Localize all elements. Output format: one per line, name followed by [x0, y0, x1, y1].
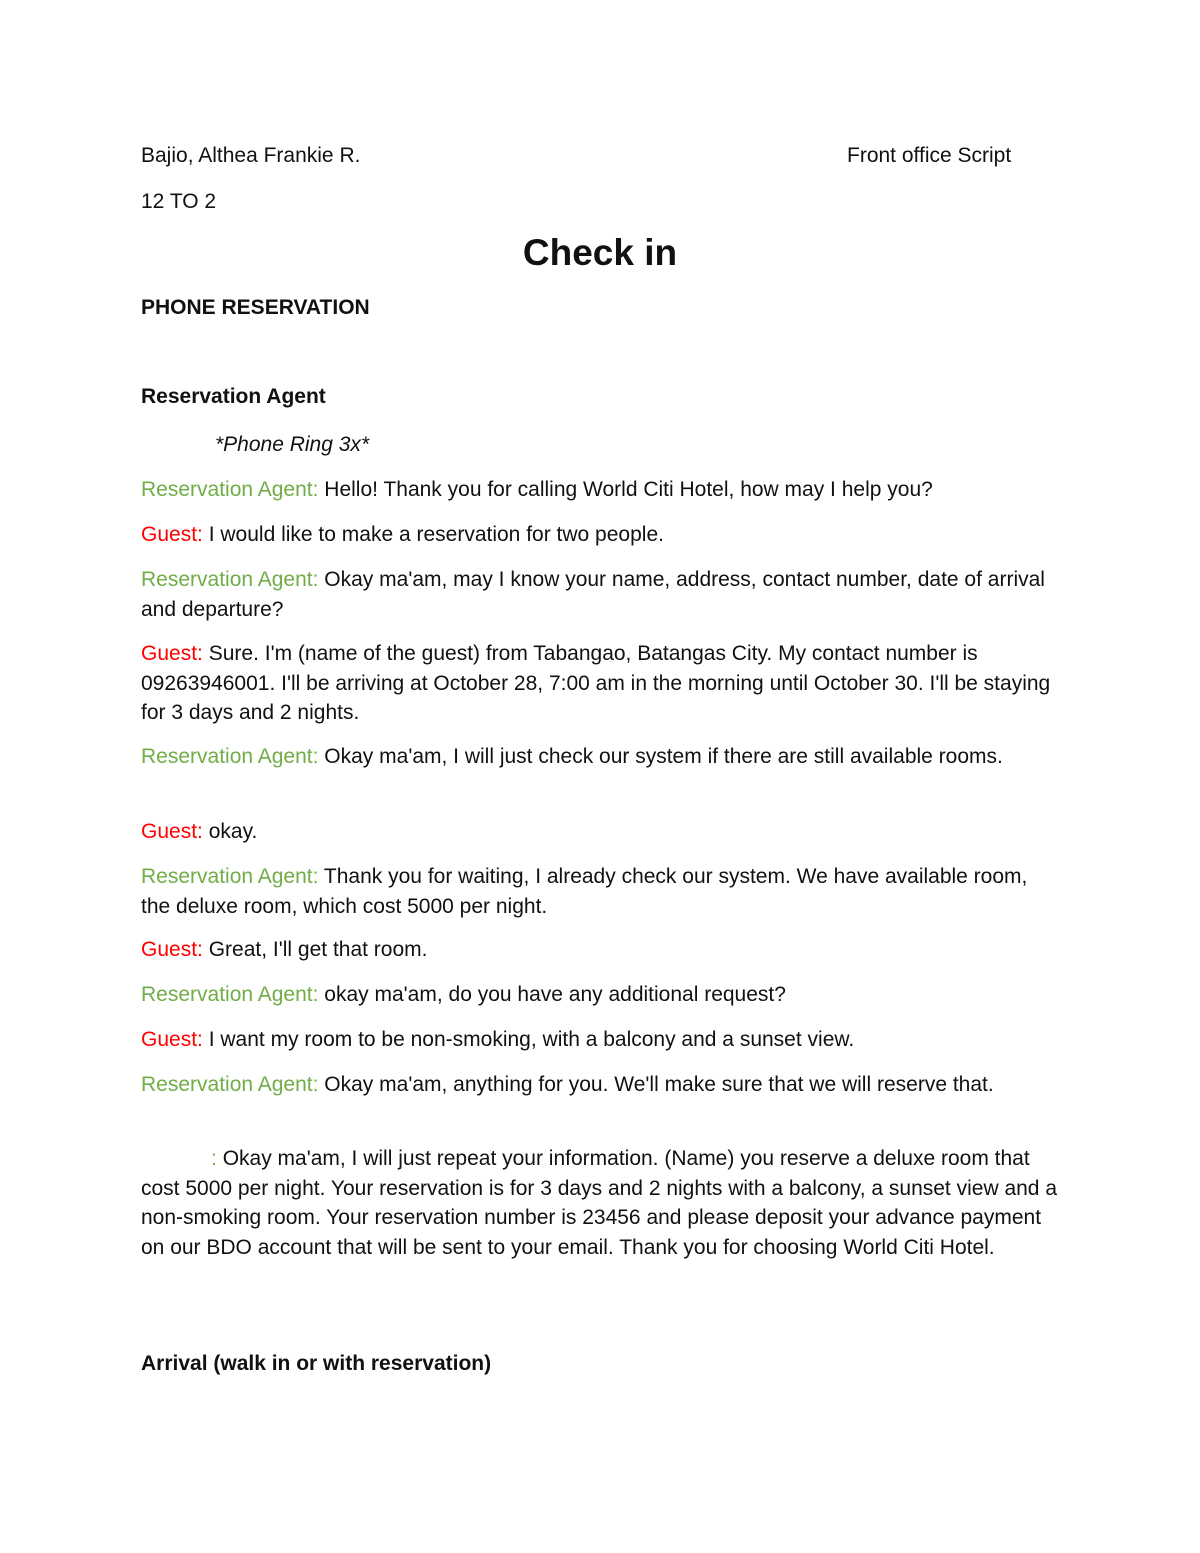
- dialogue-line-agent: [141, 980, 1059, 1010]
- speaker-label-agent: Reservation Agent:: [141, 745, 319, 768]
- dialogue-line-agent: [141, 862, 1059, 921]
- speaker-label-agent: Reservation Agent:: [141, 478, 319, 501]
- dialogue-text: Okay ma'am, anything for you. We'll make sure that we will reserve that.: [324, 1073, 994, 1096]
- heading-arrival: Arrival (walk in or with reservation): [141, 1352, 492, 1375]
- document-page: [141, 0, 1059, 1553]
- document-label: Front office Script: [847, 144, 1012, 167]
- speaker-label-agent: Reservation Agent:: [141, 568, 319, 591]
- dialogue-line-agent: [141, 475, 1059, 505]
- dialogue-text: I want my room to be non-smoking, with a balcony and a sunset view.: [208, 1028, 855, 1051]
- dialogue-text: I would like to make a reservation for two people.: [208, 523, 664, 546]
- dialogue-text: okay.: [208, 820, 258, 843]
- dialogue-line-agent: [141, 565, 1059, 624]
- dialogue-line-agent: [141, 742, 1059, 772]
- dialogue-text: Sure. I'm (name of the guest) from Tabangao, Batangas City. My contact number is 09263946001. I'll be arriving at October 28, 7:00 am in the morning until October 30. I'll be staying for 3 days and 2 nights.: [141, 642, 1051, 724]
- page-title: Check in: [522, 232, 678, 273]
- speaker-label-guest: Guest:: [141, 938, 203, 961]
- dialogue-text: Hello! Thank you for calling World Citi Hotel, how may I help you?: [324, 478, 933, 501]
- dialogue-text: Okay ma'am, I will just repeat your information. (Name) you reserve a deluxe room that cost 5000 per night. Your reservation is for 3 days and 2 nights with a balcony, a sunset view and a non-smoking room. Your reservation number is 23456 and please deposit your advance payment on our BDO account that will be sent to your email. Thank you for choosing World Citi Hotel.: [141, 1147, 1058, 1259]
- speaker-label-guest: Guest:: [141, 820, 203, 843]
- speaker-label-agent: Reservation Agent:: [141, 865, 319, 888]
- speaker-label-agent: Reservation Agent:: [141, 1073, 319, 1096]
- stage-direction: *Phone Ring 3x*: [215, 433, 370, 456]
- dialogue-line-guest: [141, 817, 1059, 847]
- heading-phone-reservation: PHONE RESERVATION: [141, 296, 370, 319]
- speaker-label-guest: Guest:: [141, 1028, 203, 1051]
- heading-reservation-agent: Reservation Agent: [141, 385, 326, 408]
- dialogue-line-guest: [141, 1025, 1059, 1055]
- dialogue-text: Thank you for waiting, I already check our system. We have available room, the deluxe room, which cost 5000 per night.: [141, 865, 1028, 918]
- dialogue-line-guest: [141, 520, 1059, 550]
- speaker-label-agent: Reservation Agent:: [141, 983, 319, 1006]
- author-name: Bajio, Althea Frankie R.: [141, 144, 361, 167]
- speaker-label-blank: :: [211, 1147, 217, 1170]
- dialogue-text: Okay ma'am, I will just check our system if there are still available rooms.: [324, 745, 1003, 768]
- dialogue-text: Okay ma'am, may I know your name, address, contact number, date of arrival and departure?: [141, 568, 1045, 621]
- speaker-label-guest: Guest:: [141, 523, 203, 546]
- dialogue-text: okay ma'am, do you have any additional request?: [324, 983, 786, 1006]
- dialogue-line-agent: [141, 1070, 1059, 1100]
- speaker-label-guest: Guest:: [141, 642, 203, 665]
- dialogue-line-agent-summary: [141, 1144, 1059, 1262]
- dialogue-line-guest: [141, 935, 1059, 965]
- section-label: 12 TO 2: [141, 190, 217, 213]
- dialogue-line-guest: [141, 639, 1059, 728]
- dialogue-text: Great, I'll get that room.: [208, 938, 428, 961]
